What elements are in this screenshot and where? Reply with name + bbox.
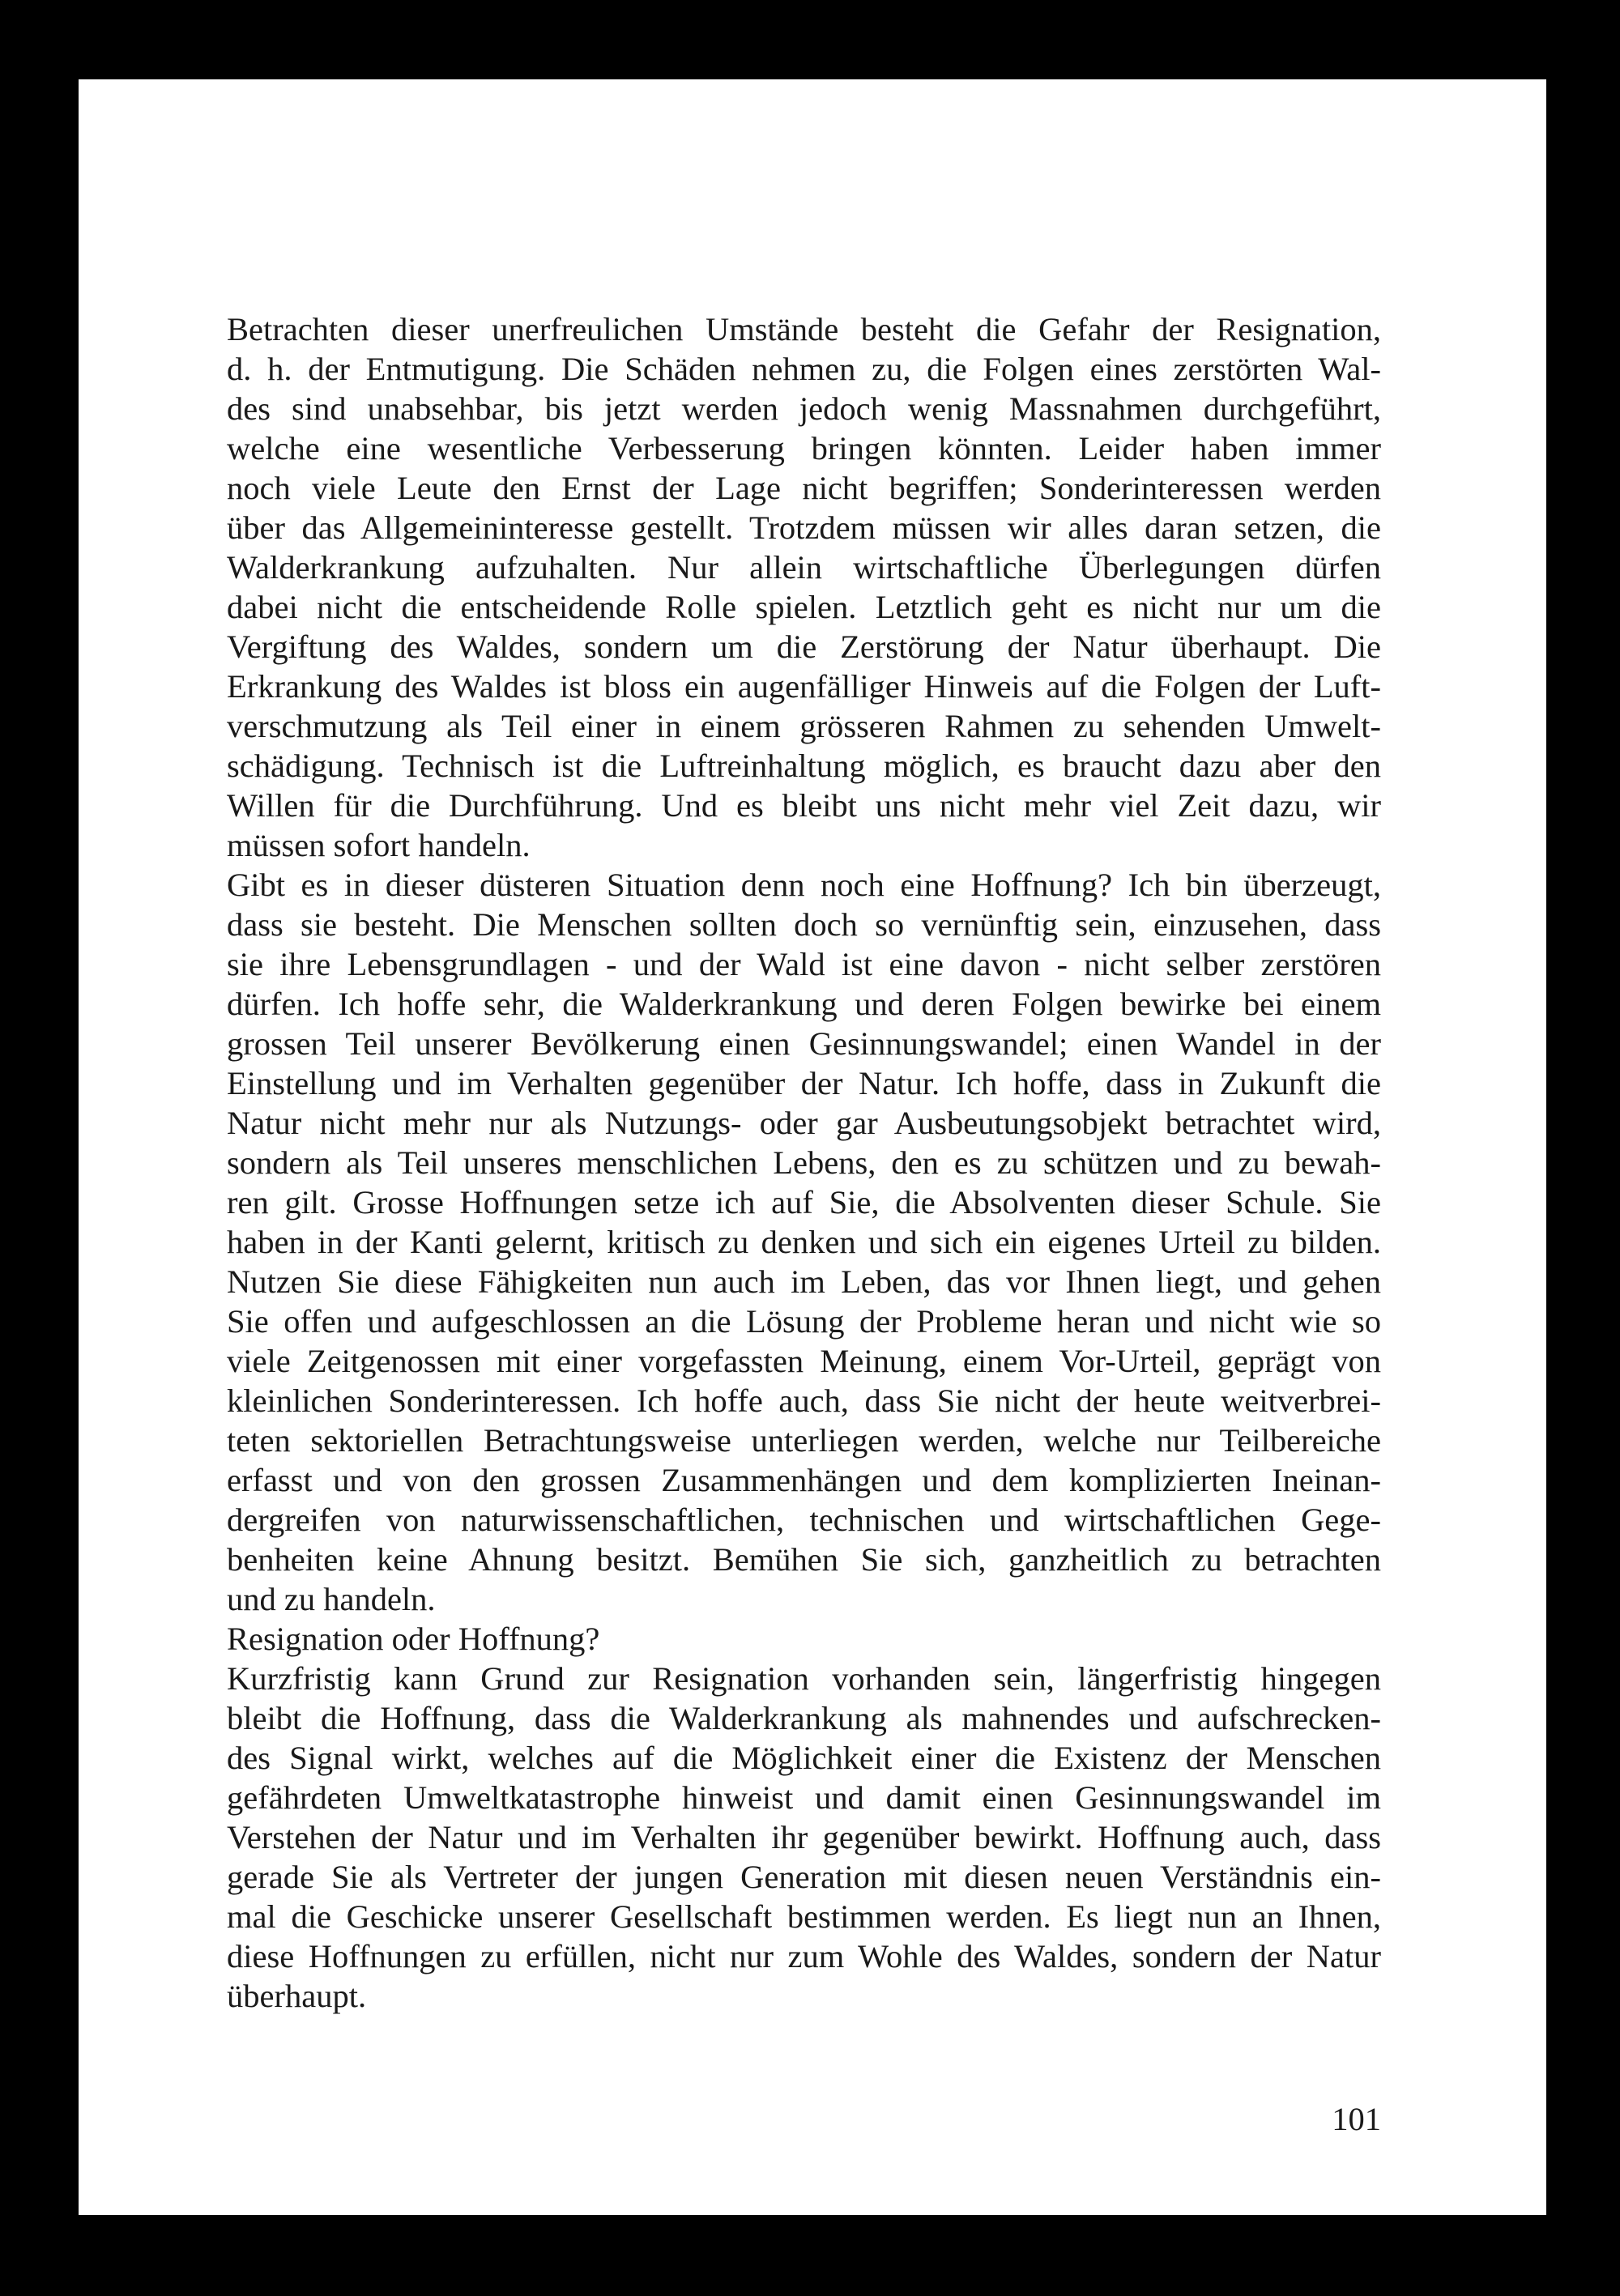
text-line: grossen Teil unserer Bevölkerung einen Gesinnungswandel; einen Wandel in der [227,1025,1381,1062]
text-line: verschmutzung als Teil einer in einem grösseren Rahmen zu sehenden Umwelt- [227,708,1381,744]
text-line: haben in der Kanti gelernt, kritisch zu denken und sich ein eigenes Urteil zu bilden. [227,1224,1381,1260]
text-line: Natur nicht mehr nur als Nutzungs- oder gar Ausbeutungsobjekt betrachtet wird, [227,1105,1381,1141]
text-line: müssen sofort handeln. [227,827,531,863]
text-line: über das Allgemeininteresse gestellt. Trotzdem müssen wir alles daran setzen, die [227,509,1381,546]
text-line: kleinlichen Sonderinteressen. Ich hoffe auch, dass Sie nicht der heute weitverbrei- [227,1382,1381,1419]
text-line: sie ihre Lebensgrundlagen - und der Wald ist eine davon - nicht selber zerstören [227,946,1381,982]
paragraph [227,1659,1381,2016]
text-line: erfasst und von den grossen Zusammenhängen und dem komplizierten Ineinan- [227,1462,1381,1498]
text-line: viele Zeitgenossen mit einer vorgefassten Meinung, einem Vor-Urteil, geprägt von [227,1343,1381,1379]
text-line: benheiten keine Ahnung besitzt. Bemühen Sie sich, ganzheitlich zu betrachten [227,1541,1381,1578]
text-line: Einstellung und im Verhalten gegenüber der Natur. Ich hoffe, dass in Zukunft die [227,1065,1381,1101]
text-line: bleibt die Hoffnung, dass die Walderkrankung als mahnendes und aufschrecken- [227,1700,1381,1736]
text-line: Walderkrankung aufzuhalten. Nur allein wirtschaftliche Überlegungen dürfen [227,549,1381,586]
text-line: Verstehen der Natur und im Verhalten ihr gegenüber bewirkt. Hoffnung auch, dass [227,1819,1381,1855]
text-line: Resignation oder Hoffnung? [227,1621,600,1657]
text-line: gefährdeten Umweltkatastrophe hinweist und damit einen Gesinnungswandel im [227,1779,1381,1816]
text-line: Vergiftung des Waldes, sondern um die Zerstörung der Natur überhaupt. Die [227,628,1381,665]
text-line: Gibt es in dieser düsteren Situation denn noch eine Hoffnung? Ich bin überzeugt, [227,867,1381,903]
text-line: ren gilt. Grosse Hoffnungen setze ich auf Sie, die Absolventen dieser Schule. Sie [227,1184,1381,1220]
text-line: Kurzfristig kann Grund zur Resignation vorhanden sein, längerfristig hingegen [227,1660,1381,1697]
text-line: dabei nicht die entscheidende Rolle spielen. Letztlich geht es nicht nur um die [227,589,1381,625]
text-line: dass sie besteht. Die Menschen sollten doch so vernünftig sein, einzusehen, dass [227,906,1381,943]
text-line: diese Hoffnungen zu erfüllen, nicht nur zum Wohle des Waldes, sondern der Natur [227,1938,1381,1974]
text-line: des Signal wirkt, welches auf die Möglichkeit einer die Existenz der Menschen [227,1740,1381,1776]
text-line: Erkrankung des Waldes ist bloss ein augenfälliger Hinweis auf die Folgen der Luft- [227,668,1381,705]
document-page [79,79,1546,2215]
paragraph [227,865,1381,1619]
text-line: mal die Geschicke unserer Gesellschaft bestimmen werden. Es liegt nun an Ihnen, [227,1898,1381,1935]
text-line: Nutzen Sie diese Fähigkeiten nun auch im Leben, das vor Ihnen liegt, und gehen [227,1263,1381,1300]
text-line: und zu handeln. [227,1581,436,1617]
text-line: des sind unabsehbar, bis jetzt werden jedoch wenig Massnahmen durchgeführt, [227,390,1381,427]
text-line: sondern als Teil unseres menschlichen Lebens, den es zu schützen und zu bewah- [227,1144,1381,1181]
page-number: 101 [1332,2101,1381,2137]
text-line: d. h. der Entmutigung. Die Schäden nehmen zu, die Folgen eines zerstörten Wal- [227,351,1381,387]
text-line: welche eine wesentliche Verbesserung bringen könnten. Leider haben immer [227,430,1381,466]
text-line: schädigung. Technisch ist die Luftreinhaltung möglich, es braucht dazu aber den [227,748,1381,784]
paragraph [227,1619,1381,1659]
body-text [227,309,1381,2016]
text-line: Willen für die Durchführung. Und es bleibt uns nicht mehr viel Zeit dazu, wir [227,787,1381,824]
text-line: überhaupt. [227,1978,367,2014]
text-line: gerade Sie als Vertreter der jungen Generation mit diesen neuen Verständnis ein- [227,1859,1381,1895]
text-line: Betrachten dieser unerfreulichen Umstände besteht die Gefahr der Resignation, [227,311,1381,347]
paragraph [227,309,1381,865]
text-line: dergreifen von naturwissenschaftlichen, technischen und wirtschaftlichen Gege- [227,1502,1381,1538]
text-line: teten sektoriellen Betrachtungsweise unterliegen werden, welche nur Teilbereiche [227,1422,1381,1459]
text-line: Sie offen und aufgeschlossen an die Lösung der Probleme heran und nicht wie so [227,1303,1381,1340]
text-line: noch viele Leute den Ernst der Lage nicht begriffen; Sonderinteressen werden [227,470,1381,506]
text-line: dürfen. Ich hoffe sehr, die Walderkrankung und deren Folgen bewirke bei einem [227,986,1381,1022]
